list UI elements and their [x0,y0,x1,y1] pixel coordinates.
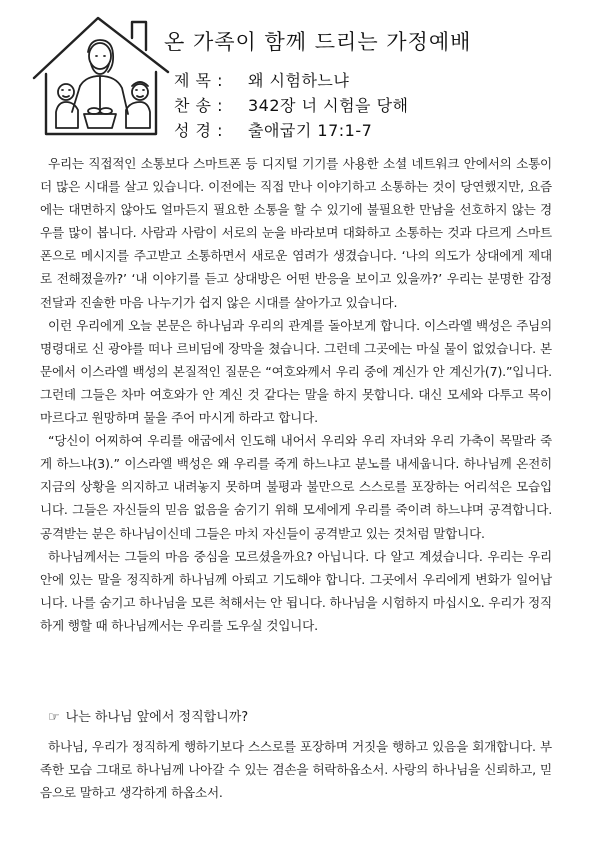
sermon-paragraph-3: “당신이 어찌하여 우리를 애굽에서 인도해 내어서 우리와 우리 자녀와 우리 가축이 목말라 죽게 하느냐(3).” 이스라엘 백성은 왜 우리를 죽게 하느냐고 분노를 내세웁니다. 하나님께 온전히 지금의 상황을 의지하고 내려놓지 못하며 불평과 불만으로 스스로를 포장하는 어리석은 모습입니다. 그들은 자신들의 믿음 없음을 숨기기 위해 모세에게 우리를 죽이려 하느냐며 공격합니다. 공격받는 분은 하나님이신데 그들은 마치 자신들이 공격받고 있는 것처럼 말합니다. [40,433,552,541]
bread-basket [84,108,116,128]
jesus-figure [72,40,128,114]
scripture-value: 출애굽기 17:1-7 [248,121,373,140]
hymn-label: 찬 송 : [174,96,223,115]
sermon-subject [174,68,349,91]
question-text: 나는 하나님 앞에서 정직합니까? [65,710,249,725]
subject-label: 제 목 : [174,71,223,90]
closing-prayer: 하나님, 우리가 정직하게 행하기보다 스스로를 포장하며 거짓을 행하고 있음을 회개합니다. 부족한 모습 그대로 하나님께 나아갈 수 있는 겸손을 허락하옵소서. 사랑의 하나님을 신뢰하고, 믿음으로 말하고 생각하게 하옵소서. [40,739,552,801]
reflection-question [48,706,248,725]
child-right [126,82,150,128]
scripture-label: 성 경 : [174,121,223,140]
hymn-value: 342장 너 시험을 당해 [248,96,409,115]
page-title: 온 가족이 함께 드리는 가정예배 [164,30,472,54]
family-worship-icon [28,12,178,140]
sermon-paragraph-4: 하나님께서는 그들의 마음 중심을 모르셨을까요? 아닙니다. 다 알고 계셨습니다. 우리는 우리 안에 있는 말을 정직하게 하나님께 아뢰고 기도해야 합니다. 그곳에서 우리에게 변화가 일어납니다. 나를 숨기고 하나님을 모른 척해서는 안 됩니다. 하나님을 시험하지 마십시오. 우리가 정직하게 행할 때 하나님께서는 우리를 도우실 것입니다. [40,548,552,633]
hymn-info [174,93,409,116]
worship-header [28,12,580,142]
sermon-paragraph-1: 우리는 직접적인 소통보다 스마트폰 등 디지털 기기를 사용한 소셜 네트워크 안에서의 소통이 더 많은 시대를 살고 있습니다. 이전에는 직접 만나 이야기하고 소통하는 것이 당연했지만, 요즘에는 대면하지 않아도 얼마든지 필요한 소통을 할 수 있기에 불필요한 만남을 선호하지 않는 경우를 많이 봅니다. 사람과 사람이 서로의 눈을 바라보며 대화하고 소통하는 것과 다르게 스마트폰으로 메시지를 주고받고 소통하면서 새로운 염려가 생겼습니다. ‘나의 의도가 상대에게 제대로 전해졌을까?’ ‘내 이야기를 듣고 상대방은 어떤 반응을 보이고 있을까?’ 우리는 분명한 감정전달과 진솔한 마음 나누기가 쉽지 않은 시대를 살아가고 있습니다. [40,156,552,310]
subject-value: 왜 시험하느냐 [248,71,350,90]
scripture-info [174,118,372,141]
child-left [56,84,78,128]
sermon-body [40,152,552,637]
pointing-hand-icon: ☞ [48,710,60,725]
sermon-paragraph-2: 이런 우리에게 오늘 본문은 하나님과 우리의 관계를 돌아보게 합니다. 이스라엘 백성은 주님의 명령대로 신 광야를 떠나 르비딤에 장막을 쳤습니다. 그런데 그곳에는 마실 물이 없었습니다. 본문에서 이스라엘 백성의 본질적인 질문은 “여호와께서 우리 중에 계신가 안 계신가(7).”입니다. 그런데 그들은 차마 여호와가 안 계신 것 같다는 말을 하지 못합니다. 대신 모세와 다투고 목이 마르다고 원망하며 물을 주어 마시게 하라고 합니다. [40,317,552,426]
